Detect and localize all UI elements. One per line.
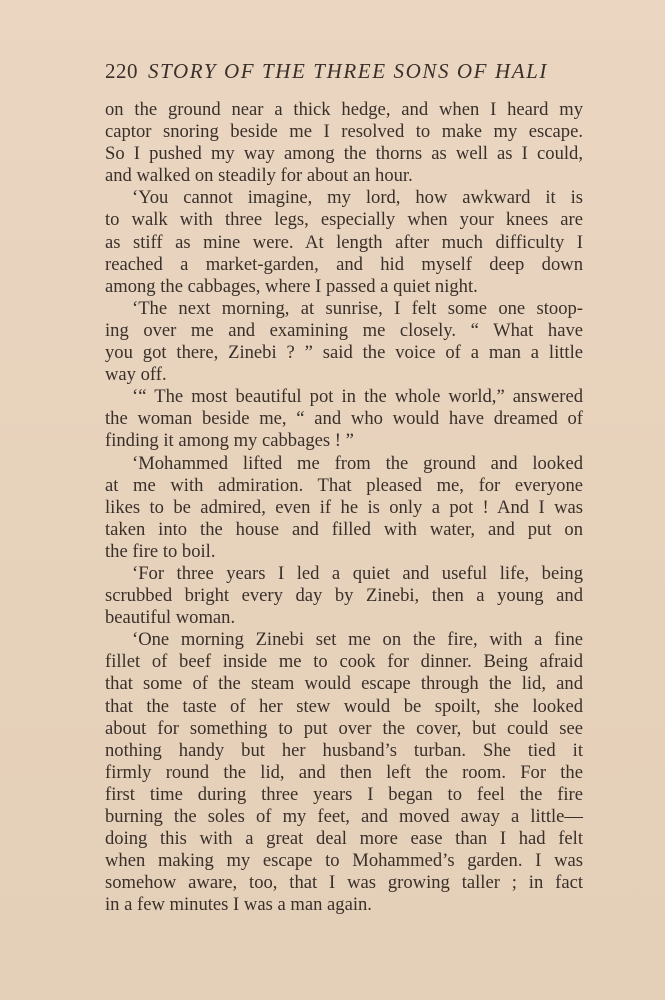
text-line: in a few minutes I was a man again. xyxy=(105,894,372,916)
text-line: the woman beside me, “ and who would have dreamed of xyxy=(105,408,583,430)
text-line: somehow aware, too, that I was growing taller ; in fact xyxy=(105,872,583,894)
text-line: that the taste of her stew would be spoilt, she looked xyxy=(105,695,583,717)
text-line: reached a market-garden, and hid myself deep down xyxy=(105,253,583,275)
text-line: ‘“ The most beautiful pot in the whole world,” answered xyxy=(132,386,583,408)
text-line: fillet of beef inside me to cook for dinner. Being afraid xyxy=(105,651,583,673)
text-line: about for something to put over the cover, but could see xyxy=(105,717,583,739)
text-line: beautiful woman. xyxy=(105,607,236,629)
text-line: ‘The next morning, at sunrise, I felt some one stoop- xyxy=(132,297,583,319)
text-line: scrubbed bright every day by Zinebi, then a young and xyxy=(105,585,583,607)
text-line: firmly round the lid, and then left the room. For the xyxy=(105,761,583,783)
text-line: ‘One morning Zinebi set me on the fire, with a fine xyxy=(132,629,583,651)
text-line: So I pushed my way among the thorns as well as I could, xyxy=(105,143,583,165)
text-line: and walked on steadily for about an hour. xyxy=(105,165,413,187)
text-line: ing over me and examining me closely. “ What have xyxy=(105,319,583,341)
text-line: to walk with three legs, especially when your knees are xyxy=(105,209,583,231)
text-line: when making my escape to Mohammed’s garden. I was xyxy=(105,850,583,872)
text-line: the fire to boil. xyxy=(105,540,216,562)
page-header xyxy=(105,58,583,84)
text-line: nothing handy but her husband’s turban. She tied it xyxy=(105,739,583,761)
text-line: at me with admiration. That pleased me, for everyone xyxy=(105,474,583,496)
text-line: ‘You cannot imagine, my lord, how awkward it is xyxy=(132,187,583,209)
text-line: taken into the house and filled with water, and put on xyxy=(105,518,583,540)
text-line: doing this with a great deal more ease than I had felt xyxy=(105,828,583,850)
body-text xyxy=(105,99,583,916)
text-line: burning the soles of my feet, and moved away a little— xyxy=(105,806,583,827)
text-line: captor snoring beside me I resolved to make my escape. xyxy=(105,121,583,143)
text-line: ‘Mohammed lifted me from the ground and looked xyxy=(132,452,583,474)
text-line: ‘For three years I led a quiet and useful life, being xyxy=(132,562,583,584)
text-line: on the ground near a thick hedge, and when I heard my xyxy=(105,99,583,120)
page-number: 220 xyxy=(105,59,138,83)
text-line: you got there, Zinebi ? ” said the voice of a man a little xyxy=(105,342,583,364)
text-line: that some of the steam would escape through the lid, and xyxy=(105,673,583,695)
text-line: finding it among my cabbages ! ” xyxy=(105,430,354,452)
text-line: likes to be admired, even if he is only a pot ! And I was xyxy=(105,496,583,518)
text-line: way off. xyxy=(105,364,167,386)
running-title: STORY OF THE THREE SONS OF HALI xyxy=(148,59,549,83)
text-line: among the cabbages, where I passed a quiet night. xyxy=(105,275,478,297)
text-line: first time during three years I began to feel the fire xyxy=(105,783,583,805)
text-line: as stiff as mine were. At length after much difficulty I xyxy=(105,231,583,253)
